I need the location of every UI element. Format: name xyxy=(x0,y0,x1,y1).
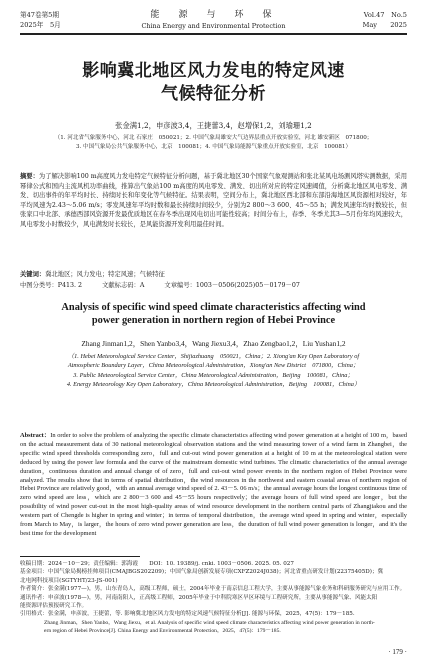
date-cn: 2025年 5月 xyxy=(20,21,61,29)
authors-cn: 张金满1,2，申彦波3,4，王捷蕾3,4，赵增保1,2，刘瑜珊1,2 xyxy=(115,121,312,130)
abstract-en-text: In order to solve the problem of analyzing the specific climate characteristics affecting wind power generation at a height of 100 m，based on the actual measurement data of 30 national meteorological observation stations and the wind measuring tower of a wind farm in Zhangbei，the specific wind speed thresholds corresponding zero，full and cut-out wind power generation at a height of 10 m at the meteorological station were deduced by using the power law formula and the curve of the mainstream domestic wind turbines. The climatic characteristics of the annual average duration，continuous duration and annual change of of zero，full and cut-out wind power events in the northern region of Hebei Province were analyzed. The results show that in terms of spatial distribution，the wind resources in the northwest and eastern coastal areas of northern region of Hebei Province are relatively good，with an annual average wind speed of 2. 43－5. 06 m/s；the annual average hours the longest continuous time of zero wind speed are less，which are 2 800－3 600 and 45－55 hours respectively；the average hours of full wind speed are longer，but the possibility of wind power cut-out in the most high-quality areas of wind resource development in the northern central parts of Zhangjiakou and the western part of Chengde is higher in spring and winter；in terms of temporal distribution，the average wind speed in spring and winter，especially from March to May，is larger，the hours of zero wind power generation are less，the duration of full wind power generation is longer，and it's the best time for the development xyxy=(20,432,407,537)
citation-cn: 引用格式：张金满，申彦波，王捷蕾，等. 影响冀北地区风力发电的特定风速气候特征分析[J]. 能源与环保，2025，47(5)：179－185. xyxy=(20,611,355,618)
footnotes xyxy=(20,560,407,636)
journal-name-en: China Energy and Environmental Protection xyxy=(141,22,286,30)
header-center xyxy=(20,10,407,31)
footnote-rule xyxy=(20,556,140,557)
authors-en: Zhang Jinman1,2，Shen Yanbo3,4，Wang Jiexu3,4，Zhao Zengbao1,2，Liu Yushan1,2 xyxy=(81,339,346,348)
article-title-en xyxy=(20,301,407,327)
article-number: 文章编号：1003－0506(2025)05－0179－07 xyxy=(164,282,300,289)
title-en-line-2: power generation in northern region of Hebei Province xyxy=(91,315,336,326)
affiliation-cn-line-1: （1. 河北省气象服务中心，河北 石家庄 050021；2. 中国气象局雄安大气边界层重点开放实验室，河北 雄安新区 071800； xyxy=(54,135,373,141)
keywords-cn xyxy=(20,270,407,279)
date-en: May 2025 xyxy=(362,21,407,29)
classification-row xyxy=(20,281,407,290)
abstract-en xyxy=(20,432,407,539)
title-en-line-1: Analysis of specific wind speed climate characteristics affecting wind xyxy=(61,302,366,313)
volume-cn: 第47卷第5期 xyxy=(20,11,59,19)
received-info: 收稿日期：2024－10－29；责任编辑：郭海霞 DOI：10. 19389/j. cnki. 1003－0506. 2025. 05. 027 xyxy=(20,561,294,567)
volume-en: Vol.47 No.5 xyxy=(363,11,407,19)
clc-number: 中图分类号：P413. 2 xyxy=(20,282,83,289)
corresponding-author-cont: 能资源评估预报研究工作。 xyxy=(20,603,88,610)
header-right xyxy=(363,10,407,30)
title-cn-line-1: 影响冀北地区风力发电的特定风速 xyxy=(82,61,345,81)
header-rule xyxy=(20,33,407,35)
affiliations-cn xyxy=(20,134,407,152)
article-title-cn xyxy=(20,60,407,106)
page-number: · 179 · xyxy=(388,648,407,656)
affiliation-en-line: Atmospheric Boundary Layer，China Meteorological Administration，Xiong'an New District 071800，China； xyxy=(67,362,360,370)
fund-info: 基金项目：中国气象局揭榜挂帅项目(CMAJBGS202209)；中国气象局创新发展专项(CXFZ2024J038)；河北省重点研发计划(22375405D)；冀 xyxy=(20,569,384,576)
journal-name-cn: 能 源 与 环 保 xyxy=(150,10,277,20)
citation-en: Zhang Jinman，Shen Yanbo，Wang Jiexu，et al. Analysis of specific wind speed climate characteristics affecting wind power generation in north- xyxy=(44,619,375,626)
title-cn-line-2: 气候特征分析 xyxy=(161,84,266,104)
affiliation-cn-line-2: 3. 中国气象局公共气象服务中心，北京 100081；4. 中国气象局能源气象重点开放实验室，北京 100081） xyxy=(75,144,352,150)
author-bio: 作者简介：张金满(1977—)，男，山东青岛人，高级工程师，硕士，2004年毕业于南京信息工程大学，主要从事能源气象业务和科研服务研究与应用工作。 xyxy=(20,586,406,593)
abstract-en-label: Abstract： xyxy=(20,432,51,439)
affiliation-en-line: （1. Hebei Meteorological Service Center，Shijiazhuang 050021，China；2. Xiong'an Key Open Laboratory of xyxy=(67,353,360,360)
corresponding-author: 通讯作者：申彦波(1978—)，男，河南南阳人，正高级工程师，2005年毕业于中科院寒区旱区环境与工程研究所，主要从事能源气象、风能太阳 xyxy=(20,594,378,601)
affiliation-en-line: 4. Energy Meteorology Key Open Laboratory，China Meteorological Administration，Beijing 100081，China） xyxy=(66,380,361,388)
running-header xyxy=(20,10,407,32)
abstract-cn xyxy=(20,172,407,230)
affiliation-en-line: 3. Public Meteorological Service Center，China Meteorological Administration，Beijing 100081，China； xyxy=(73,371,354,379)
fund-info-cont: 北电网科技项目(SGTYHT/23-JS-001) xyxy=(20,577,118,584)
abstract-cn-text: 为了解决影响100 m高度风力发电特定气候特征分析问题，基于冀北地区30个国家气象观测站和张北某风电场测风塔实测数据，采用幂律公式和国内主流风机功率曲线，推算出气象站100 m高度的风电零发、满发、切出所对应的特定风速阈值，分析冀北地区风电零发、满发、切出事件的年平均时长、持续时长和年变化等气候特征。结果表明，空间分布上，冀北地区西北部和东部沿海地区风资源相对较好，年平均风速为2.43～5.06 m/s；零发风速年平均时数和最长持续时间较少，分别为2 800～3 600、45～55 h；满发风速年均时数较长，但张家口中北部、承德西部风资源开发最优质地区在春冬季出现风电切出可能性较高；时间分布上，春季、冬季尤其3—5月份年均风速较大，风电零发小时数较少，风电满发时长较长，是风能资源开发利用最佳时间。 xyxy=(20,173,408,228)
affiliations-en xyxy=(20,352,407,389)
citation-en-cont: ern region of Hebei Province[J]. China Energy and Environmental Protection，2025，47(5)：179－185. xyxy=(44,628,281,635)
document-code: 文献标志码：A xyxy=(102,282,145,289)
abstract-cn-label: 摘要： xyxy=(20,173,39,180)
keywords-cn-label: 关键词： xyxy=(20,271,46,278)
keywords-cn-text: 冀北地区；风力发电；特定风速；气候特征 xyxy=(45,271,165,278)
